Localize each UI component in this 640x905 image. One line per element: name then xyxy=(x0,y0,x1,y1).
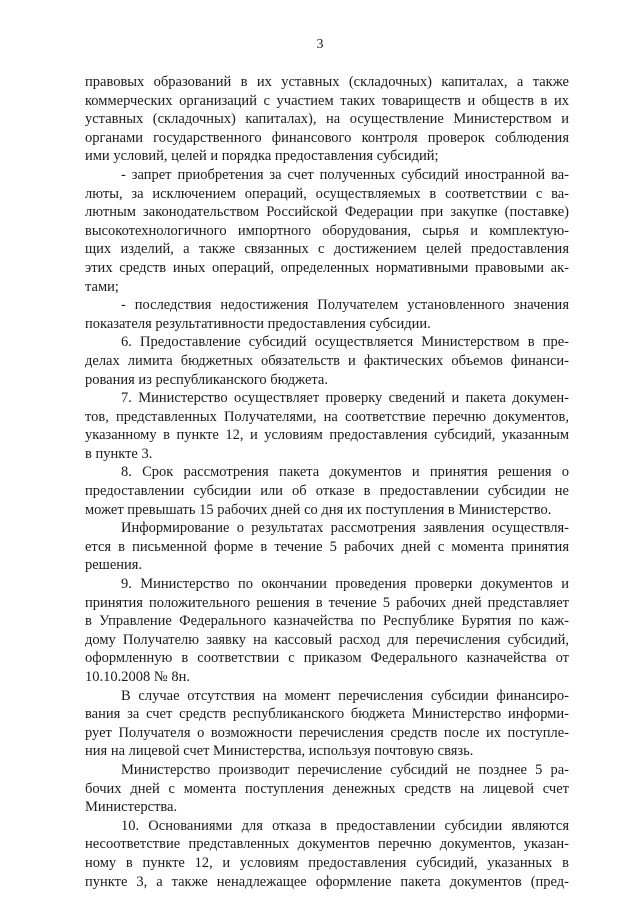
text-line: органами государственного финансового контроля проверок соблюдения xyxy=(85,129,569,146)
text-line: делах лимита бюджетных обязательств и фактических объемов финанси- xyxy=(85,352,569,369)
text-line: 6. Предоставление субсидий осуществляется Министерством в пре- xyxy=(121,334,569,351)
text-line: - запрет приобретения за счет полученных субсидий иностранной ва- xyxy=(121,166,569,183)
paragraph xyxy=(85,73,569,166)
text-line: в пункте 3. xyxy=(85,445,153,462)
text-line: тов, представленных Получателями, на соответствие перечню документов, xyxy=(85,408,569,425)
text-line: тами; xyxy=(85,278,119,295)
paragraph xyxy=(85,463,569,519)
paragraph xyxy=(85,575,569,687)
text-line: ется в письменной форме в течение 5 рабочих дней с момента принятия xyxy=(85,538,569,555)
text-line: уставных (складочных) капиталах), на осуществление Министерством и xyxy=(85,111,569,128)
text-line: принятия положительного решения в течение 5 рабочих дней представляет xyxy=(85,594,569,611)
paragraph xyxy=(85,519,569,575)
text-line: бочих дней с момента поступления денежных средств на лицевой счет xyxy=(85,780,569,797)
text-line: предоставлении субсидии или об отказе в предоставлении субсидии не xyxy=(85,483,569,500)
text-line: рует Получателя о возможности перечисления средств после их поступле- xyxy=(85,724,569,741)
text-line: коммерческих организаций с участием таких товариществ и обществ в их xyxy=(85,92,569,109)
text-line: может превышать 15 рабочих дней со дня их поступления в Министерство. xyxy=(85,501,552,518)
text-line: ния на лицевой счет Министерства, используя почтовую связь. xyxy=(85,743,474,760)
text-line: люты, за исключением операций, осуществляемых в соответствии с ва- xyxy=(85,185,569,202)
text-line: указанному в пункте 12, и условиям предоставления субсидий, указанным xyxy=(85,427,569,444)
text-line: ими условий, целей и порядка предоставления субсидий; xyxy=(85,148,439,165)
text-line: 10.10.2008 № 8н. xyxy=(85,669,190,685)
text-line: оформленную в соответствии с приказом Федерального казначейства от xyxy=(85,650,569,667)
text-line: 9. Министерство по окончании проведения проверки документов и xyxy=(121,576,569,593)
text-line: 10. Основаниями для отказа в предоставлении субсидии являются xyxy=(121,817,569,834)
text-line: 8. Срок рассмотрения пакета документов и принятия решения о xyxy=(121,464,569,481)
paragraph xyxy=(85,333,569,389)
text-line: - последствия недостижения Получателем установленного значения xyxy=(121,297,569,314)
document-body xyxy=(85,73,569,891)
text-line: вания за счет средств республиканского бюджета Министерство информи- xyxy=(85,706,569,723)
paragraph xyxy=(85,687,569,761)
text-line: ному в пункте 12, и условиям предоставления субсидий, указанных в xyxy=(85,854,569,871)
text-line: лютным законодательством Российской Федерации при закупке (поставке) xyxy=(85,204,569,221)
text-line: Министерство производит перечисление субсидий не позднее 5 ра- xyxy=(121,761,569,778)
paragraph xyxy=(85,817,569,891)
text-line: этих средств иных операций, определенных нормативными правовыми ак- xyxy=(85,259,569,276)
text-line: В случае отсутствия на момент перечисления субсидии финансиро- xyxy=(121,687,569,704)
text-line: пункте 3, а также ненадлежащее оформление пакета документов (пред- xyxy=(85,873,569,890)
page-number: 3 xyxy=(316,37,324,52)
paragraph xyxy=(85,761,569,817)
text-line: дому Получателю заявку на кассовый расход для перечисления субсидий, xyxy=(85,631,569,648)
text-line: показателя результативности предоставления субсидии. xyxy=(85,315,431,332)
text-line: правовых образований в их уставных (складочных) капиталах, а также xyxy=(85,74,569,90)
text-line: в Управление Федерального казначейства по Республике Бурятия по каж- xyxy=(85,613,569,630)
text-line: несоответствие представленных документов перечню документов, указан- xyxy=(85,836,569,853)
text-line: 7. Министерство осуществляет проверку сведений и пакета докумен- xyxy=(121,390,569,407)
paragraph xyxy=(85,389,569,463)
paragraph xyxy=(85,166,569,296)
text-line: Информирование о результатах рассмотрения заявления осуществля- xyxy=(121,520,569,537)
text-line: высокотехнологичного импортного оборудования, сырья и комплектую- xyxy=(85,222,569,239)
text-line: решения. xyxy=(85,557,143,574)
paragraph xyxy=(85,296,569,333)
text-line: Министерства. xyxy=(85,799,178,816)
text-line: рования из республиканского бюджета. xyxy=(85,371,328,388)
text-line: щих изделий, а также связанных с достижением целей предоставления xyxy=(85,241,569,258)
